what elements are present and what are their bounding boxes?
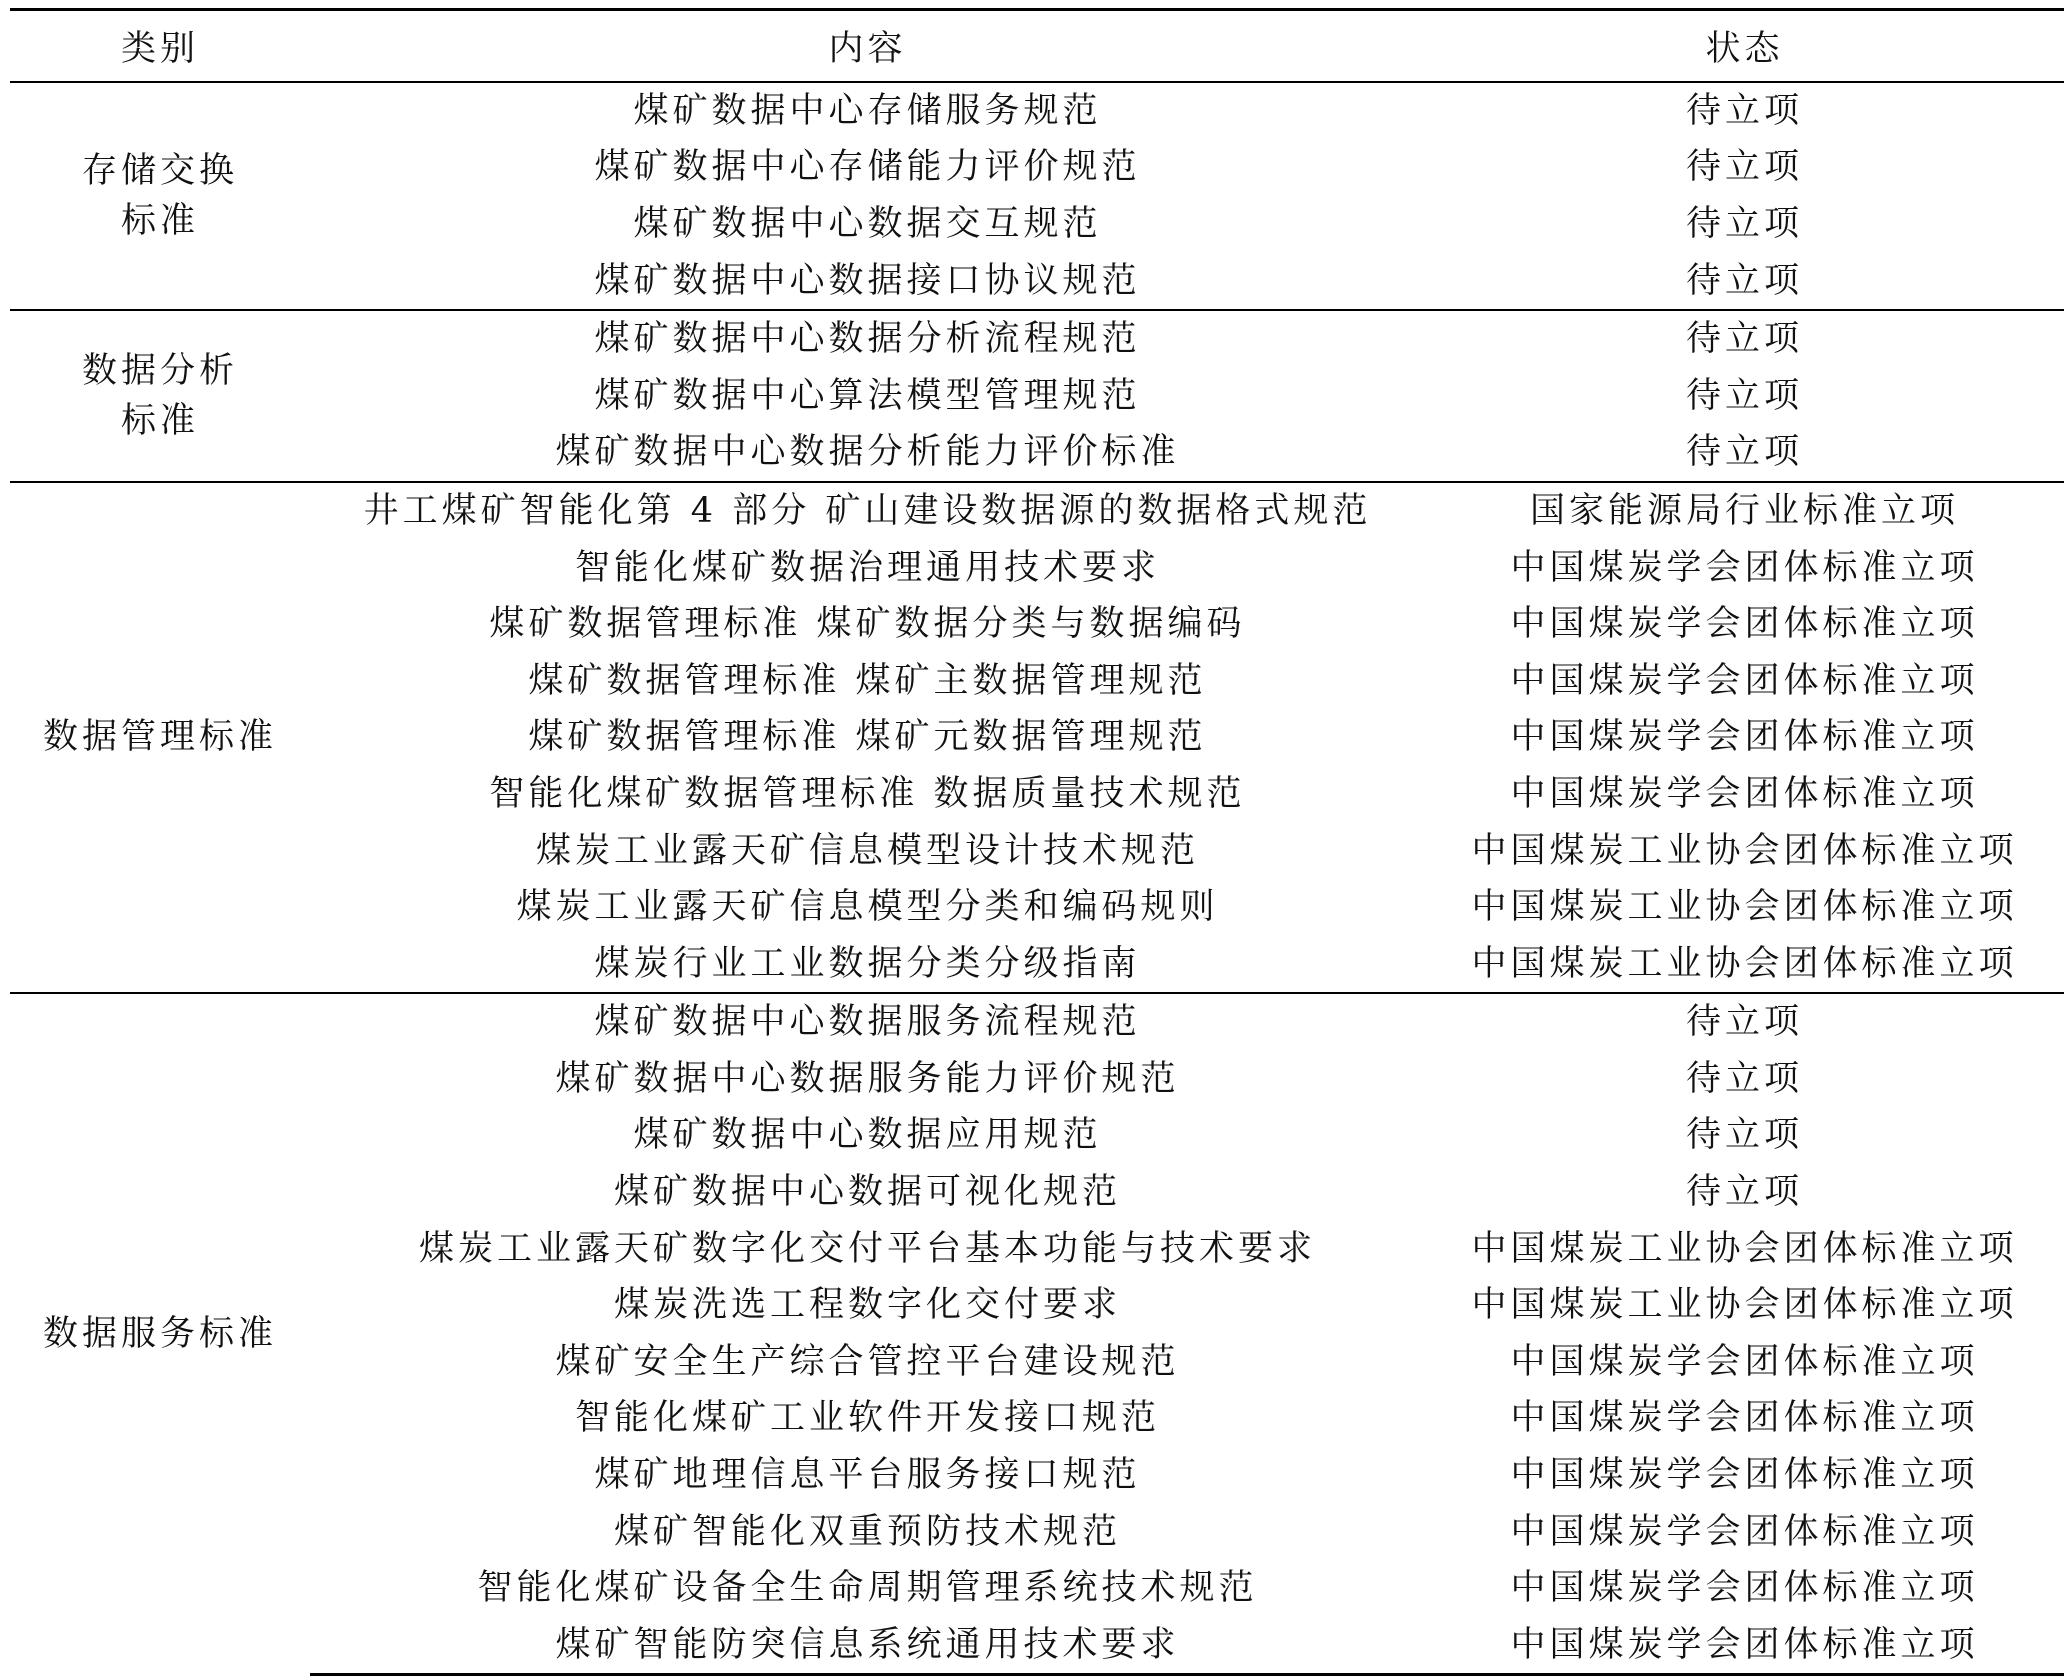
- table-row: [10, 766, 2064, 823]
- content-cell: 煤矿数据中心存储能力评价规范: [594, 147, 1141, 188]
- table-row: [10, 1107, 2064, 1164]
- category-cell: [10, 82, 310, 310]
- content-cell: 煤矿智能防突信息系统通用技术要求: [310, 1617, 1425, 1675]
- category-cell: [10, 482, 310, 993]
- content-cell: 煤炭洗选工程数字化交付要求: [613, 1285, 1121, 1326]
- content-cell: 煤炭工业露天矿信息模型分类和编码规则: [516, 887, 1219, 928]
- content-cell: 煤矿数据管理标准 煤矿数据分类与数据编码: [489, 604, 1246, 645]
- table-row: [10, 139, 2064, 196]
- status-cell: 中国煤炭学会团体标准立项: [1510, 1398, 1979, 1439]
- status-cell: 待立项: [1425, 310, 2064, 368]
- status-cell: 中国煤炭学会团体标准立项: [1510, 717, 1979, 758]
- content-cell: 煤矿数据中心数据服务流程规范: [310, 993, 1425, 1051]
- status-cell: 中国煤炭工业协会团体标准立项: [1471, 830, 2018, 871]
- status-cell: 中国煤炭工业协会团体标准立项: [1471, 1228, 2018, 1269]
- content-cell: 煤矿地理信息平台服务接口规范: [594, 1455, 1141, 1496]
- table-row: [10, 822, 2064, 879]
- category-group: [10, 482, 2064, 993]
- status-cell: 待立项: [1685, 1058, 1803, 1099]
- table-row: [10, 1560, 2064, 1617]
- content-cell: 煤矿数据中心数据交互规范: [633, 203, 1102, 244]
- category-group: [10, 310, 2064, 482]
- table-row: [10, 1334, 2064, 1391]
- status-cell: 中国煤炭工业协会团体标准立项: [1471, 1285, 2018, 1326]
- content-cell: 井工煤矿智能化第 4 部分 矿山建设数据源的数据格式规范: [310, 482, 1425, 540]
- content-cell: 煤炭工业露天矿信息模型设计技术规范: [535, 830, 1199, 871]
- status-cell: 中国煤炭工业协会团体标准立项: [1471, 887, 2018, 928]
- content-cell: 智能化煤矿设备全生命周期管理系统技术规范: [477, 1568, 1258, 1609]
- table-row: [10, 935, 2064, 993]
- table-row: [10, 310, 2064, 368]
- status-cell: 中国煤炭学会团体标准立项: [1510, 660, 1979, 701]
- status-cell: 待立项: [1685, 1172, 1803, 1213]
- status-cell: 待立项: [1685, 375, 1803, 416]
- table-row: [10, 424, 2064, 482]
- table-row: [10, 196, 2064, 253]
- content-cell: 煤矿数据中心数据服务能力评价规范: [555, 1058, 1180, 1099]
- status-cell: 中国煤炭学会团体标准立项: [1510, 1341, 1979, 1382]
- status-cell: 中国煤炭学会团体标准立项: [1510, 547, 1979, 588]
- status-cell: 中国煤炭学会团体标准立项: [1510, 773, 1979, 814]
- status-cell: 中国煤炭学会团体标准立项: [1510, 1568, 1979, 1609]
- table-row: [10, 482, 2064, 540]
- header-row: [10, 10, 2064, 82]
- content-cell: 煤矿数据管理标准 煤矿主数据管理规范: [528, 660, 1207, 701]
- table-row: [10, 596, 2064, 653]
- table-row: [10, 82, 2064, 140]
- status-cell: 中国煤炭学会团体标准立项: [1510, 1511, 1979, 1552]
- content-cell: 煤矿智能化双重预防技术规范: [613, 1511, 1121, 1552]
- content-cell: 智能化煤矿数据管理标准 数据质量技术规范: [489, 773, 1246, 814]
- table-row: [10, 1390, 2064, 1447]
- category-label: 存储交换 标准: [81, 150, 238, 241]
- content-cell: 智能化煤矿数据治理通用技术要求: [574, 547, 1160, 588]
- status-cell: 待立项: [1425, 993, 2064, 1051]
- category-label: 数据分析 标准: [81, 350, 238, 441]
- table-row: [10, 1617, 2064, 1675]
- table-row: [10, 1447, 2064, 1504]
- status-cell: 待立项: [1685, 1115, 1803, 1156]
- content-cell: 煤矿数据中心数据可视化规范: [613, 1172, 1121, 1213]
- status-cell: 待立项: [1685, 203, 1803, 244]
- status-cell: 待立项: [1685, 147, 1803, 188]
- content-cell: 煤炭行业工业数据分类分级指南: [594, 943, 1141, 984]
- table-row: [10, 1220, 2064, 1277]
- status-cell: 待立项: [1685, 90, 1803, 131]
- status-cell: 国家能源局行业标准立项: [1425, 482, 2064, 540]
- content-cell: 煤矿数据中心数据应用规范: [633, 1115, 1102, 1156]
- content-cell: 煤矿数据中心数据分析能力评价标准: [555, 432, 1180, 473]
- status-cell: 待立项: [1685, 260, 1803, 301]
- table-row: [10, 709, 2064, 766]
- table-row: [10, 879, 2064, 936]
- header-category: 类别: [10, 10, 310, 82]
- header-status: 状态: [1425, 10, 2064, 82]
- status-cell: 中国煤炭工业协会团体标准立项: [1471, 943, 2018, 984]
- table-row: [10, 539, 2064, 596]
- content-cell: 煤矿数据中心存储服务规范: [633, 90, 1102, 131]
- status-cell: 中国煤炭学会团体标准立项: [1510, 604, 1979, 645]
- table-row: [10, 1164, 2064, 1221]
- table-row: [10, 1277, 2064, 1334]
- table-row: [10, 252, 2064, 310]
- status-cell: 中国煤炭学会团体标准立项: [1510, 1455, 1979, 1496]
- category-group: [10, 82, 2064, 310]
- category-label: 数据服务标准: [42, 1314, 277, 1355]
- category-cell: [10, 993, 310, 1675]
- content-cell: 煤矿数据中心数据分析流程规范: [310, 310, 1425, 368]
- category-group: [10, 993, 2064, 1675]
- standards-table: [10, 8, 2064, 1676]
- content-cell: 智能化煤矿工业软件开发接口规范: [574, 1398, 1160, 1439]
- category-label: 数据管理标准: [42, 717, 277, 758]
- content-cell: 煤矿安全生产综合管控平台建设规范: [555, 1341, 1180, 1382]
- table-row: [10, 1051, 2064, 1108]
- category-cell: [10, 310, 310, 482]
- status-cell: 待立项: [1685, 432, 1803, 473]
- content-cell: 煤矿数据中心数据接口协议规范: [594, 260, 1141, 301]
- status-cell: 中国煤炭学会团体标准立项: [1425, 1617, 2064, 1675]
- table-row: [10, 1503, 2064, 1560]
- content-cell: 煤炭工业露天矿数字化交付平台基本功能与技术要求: [418, 1228, 1316, 1269]
- table-row: [10, 993, 2064, 1051]
- table-header: [10, 10, 2064, 82]
- content-cell: 煤矿数据中心算法模型管理规范: [594, 375, 1141, 416]
- table-row: [10, 367, 2064, 424]
- content-cell: 煤矿数据管理标准 煤矿元数据管理规范: [528, 717, 1207, 758]
- table-row: [10, 652, 2064, 709]
- standards-table-container: [10, 8, 2064, 1676]
- header-content: 内容: [310, 10, 1425, 82]
